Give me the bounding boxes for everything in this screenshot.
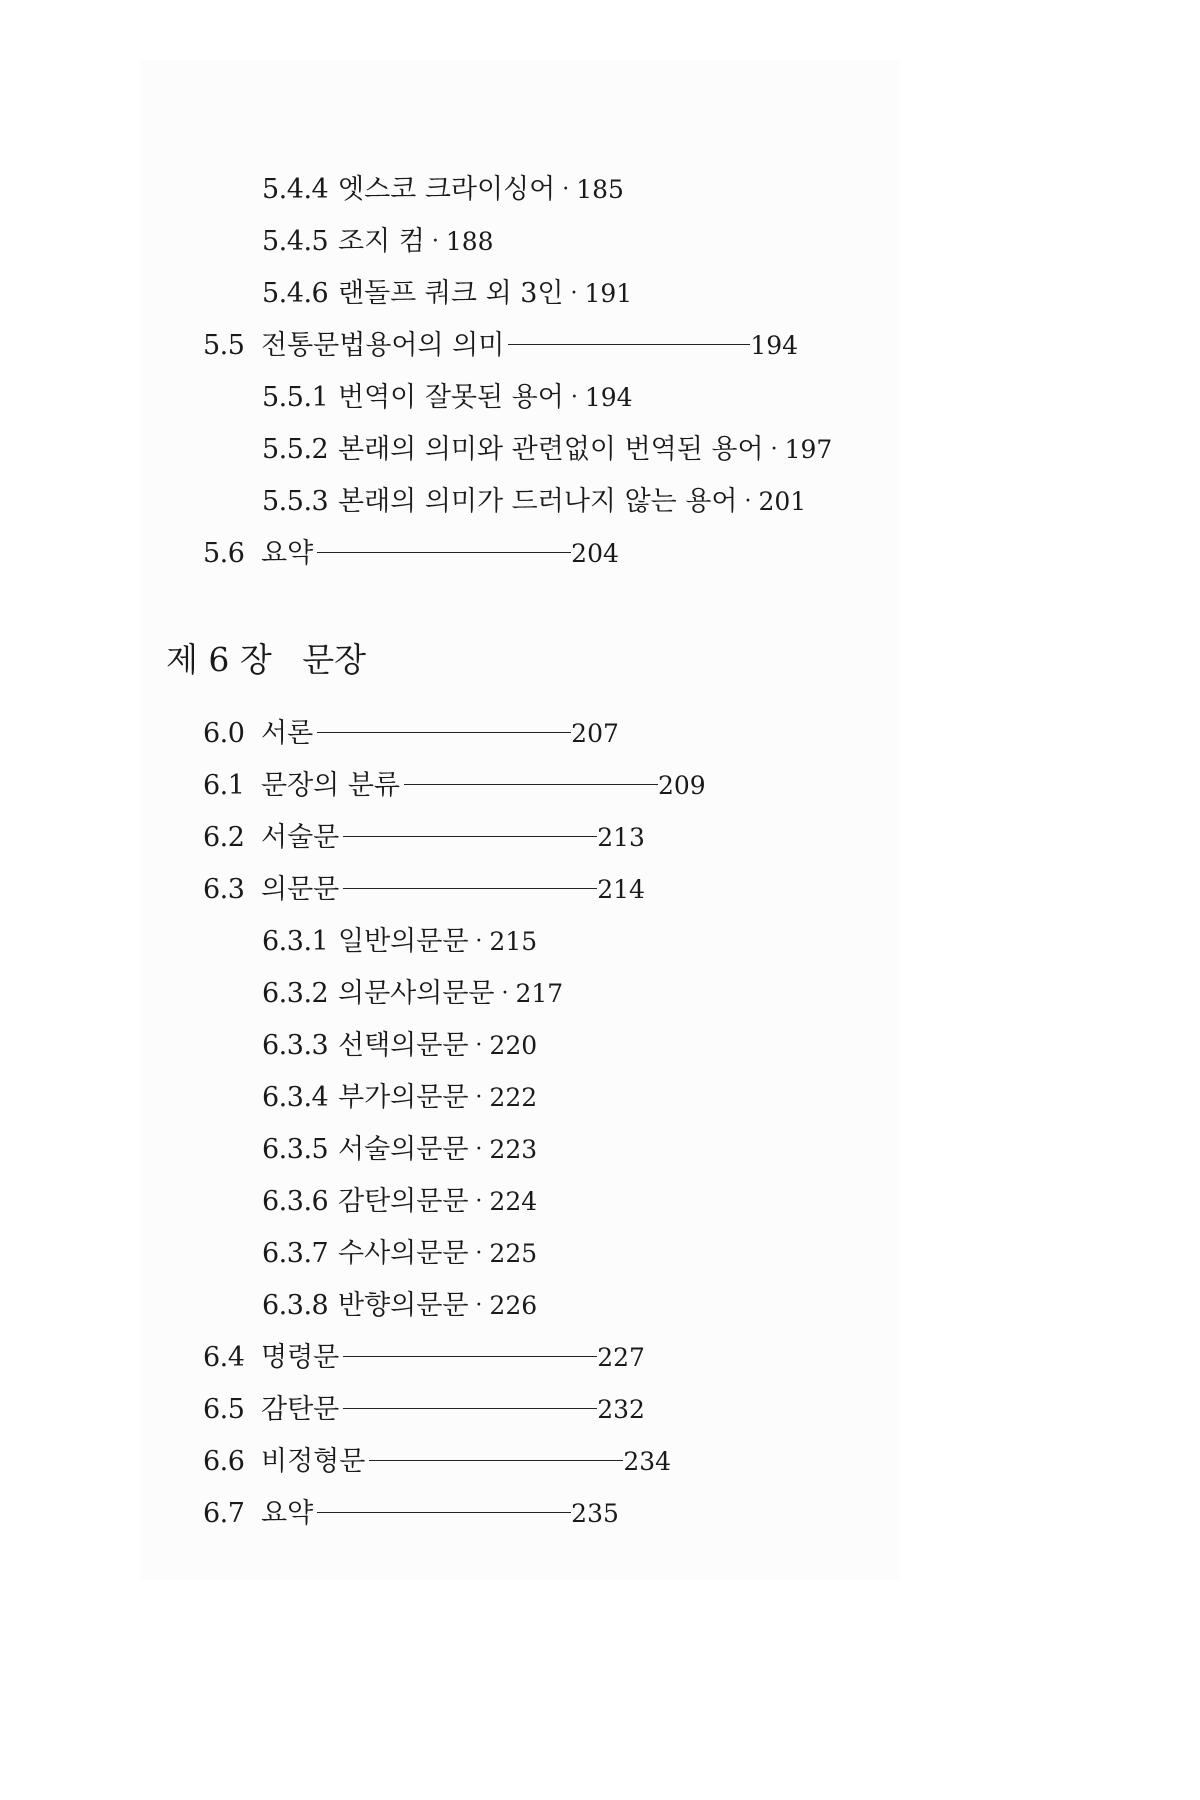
entry-title: 전통문법용어의 의미: [261, 330, 505, 361]
entry-number: 6.3.7: [262, 1238, 329, 1269]
entry-page: 214: [597, 875, 645, 904]
separator-dot: ·: [570, 385, 578, 410]
leader-line: [343, 888, 597, 889]
toc-entry-5-4-4: [262, 174, 624, 208]
chapter-title: 문장: [302, 640, 366, 679]
toc-entry-6-3-7: [262, 1238, 537, 1272]
separator-dot: ·: [744, 489, 752, 514]
entry-number: 6.3.6: [262, 1186, 329, 1217]
toc-entry-6-3-1: [262, 926, 537, 960]
entry-title: 본래의 의미와 관련없이 번역된 용어: [338, 434, 764, 465]
toc-entry-6-2: [203, 822, 645, 854]
entry-title: 본래의 의미가 드러나지 않는 용어: [338, 486, 738, 517]
toc-entry-6-3: [203, 874, 645, 906]
toc-entry-5-4-5: [262, 226, 494, 260]
entry-number: 6.3: [203, 874, 245, 905]
entry-page: 213: [597, 823, 645, 852]
toc-entry-6-0: [203, 718, 619, 750]
entry-number: 6.3.4: [262, 1082, 329, 1113]
entry-title: 일반의문문: [338, 926, 469, 957]
entry-number: 6.5: [203, 1394, 245, 1425]
entry-title: 서술문: [261, 822, 340, 853]
toc-entry-6-1: [203, 770, 706, 802]
separator-dot: ·: [475, 1033, 483, 1058]
entry-title: 조지 컴: [338, 226, 425, 257]
leader-line: [343, 1408, 597, 1409]
entry-page: 209: [658, 771, 706, 800]
entry-number: 6.4: [203, 1342, 245, 1373]
entry-page: 226: [489, 1291, 538, 1320]
entry-number: 6.3.3: [262, 1030, 329, 1061]
toc-entry-5-5-1: [262, 382, 633, 416]
leader-line: [404, 784, 658, 785]
leader-line: [317, 552, 571, 553]
toc-entry-5-6: [203, 538, 619, 570]
entry-page: 185: [576, 175, 624, 204]
entry-number: 6.7: [203, 1498, 245, 1529]
entry-page: 201: [758, 487, 807, 516]
entry-page: 188: [445, 227, 494, 256]
entry-number: 5.4.6: [262, 278, 329, 309]
entry-page: 224: [489, 1187, 538, 1216]
separator-dot: ·: [475, 1293, 483, 1318]
leader-line: [343, 836, 597, 837]
entry-title: 서술의문문: [338, 1134, 469, 1165]
separator-dot: ·: [475, 1241, 483, 1266]
separator-dot: ·: [475, 1189, 483, 1214]
leader-line: [508, 344, 750, 345]
entry-number: 6.2: [203, 822, 245, 853]
toc-entry-6-3-6: [262, 1186, 537, 1220]
entry-title: 비정형문: [261, 1446, 366, 1477]
entry-title: 의문사의문문: [338, 978, 495, 1009]
toc-entry-6-6: [203, 1446, 671, 1478]
entry-page: 215: [489, 927, 538, 956]
entry-page: 232: [597, 1395, 645, 1424]
toc-entry-6-3-2: [262, 978, 563, 1012]
entry-title: 요약: [261, 1498, 314, 1529]
leader-line: [317, 732, 571, 733]
entry-page: 223: [489, 1135, 538, 1164]
entry-number: 6.3.2: [262, 978, 329, 1009]
entry-page: 222: [489, 1083, 538, 1112]
toc-entry-5-5: [203, 330, 798, 362]
toc-entry-6-7: [203, 1498, 619, 1530]
entry-page: 225: [489, 1239, 538, 1268]
chapter-number: 제 6 장: [166, 640, 272, 679]
entry-title: 의문문: [261, 874, 340, 905]
entry-page: 234: [623, 1447, 672, 1476]
entry-number: 5.4.5: [262, 226, 329, 257]
entry-number: 5.6: [203, 538, 245, 569]
entry-title: 부가의문문: [338, 1082, 469, 1113]
leader-line: [369, 1460, 623, 1461]
entry-title: 수사의문문: [338, 1238, 469, 1269]
toc-entry-5-4-6: [262, 278, 632, 312]
entry-number: 5.5: [203, 330, 245, 361]
entry-page: 217: [515, 979, 564, 1008]
leader-line: [343, 1356, 597, 1357]
toc-entry-5-5-2: [262, 434, 832, 468]
entry-number: 6.3.1: [262, 926, 329, 957]
entry-page: 204: [571, 539, 619, 568]
entry-title: 서론: [261, 718, 314, 749]
toc-entry-6-3-5: [262, 1134, 537, 1168]
entry-title: 감탄문: [261, 1394, 340, 1425]
separator-dot: ·: [501, 981, 509, 1006]
entry-title: 문장의 분류: [261, 770, 400, 801]
entry-title: 랜돌프 쿼크 외 3인: [338, 278, 564, 309]
entry-page: 194: [750, 331, 799, 360]
separator-dot: ·: [475, 929, 483, 954]
entry-page: 235: [571, 1499, 619, 1528]
entry-page: 191: [584, 279, 633, 308]
entry-page: 207: [571, 719, 619, 748]
entry-number: 5.5.2: [262, 434, 329, 465]
toc-entry-6-3-8: [262, 1290, 537, 1324]
chapter-heading: [166, 640, 366, 680]
toc-entry-6-5: [203, 1394, 645, 1426]
entry-number: 6.6: [203, 1446, 245, 1477]
separator-dot: ·: [770, 437, 778, 462]
entry-title: 선택의문문: [338, 1030, 469, 1061]
entry-page: 194: [584, 383, 633, 412]
entry-number: 5.5.3: [262, 486, 329, 517]
entry-title: 명령문: [261, 1342, 340, 1373]
entry-number: 6.3.5: [262, 1134, 329, 1165]
toc-entry-6-3-4: [262, 1082, 537, 1116]
entry-title: 요약: [261, 538, 314, 569]
separator-dot: ·: [475, 1137, 483, 1162]
entry-number: 5.5.1: [262, 382, 329, 413]
separator-dot: ·: [475, 1085, 483, 1110]
entry-title: 반향의문문: [338, 1290, 469, 1321]
entry-title: 번역이 잘못된 용어: [338, 382, 564, 413]
toc-entry-6-3-3: [262, 1030, 537, 1064]
leader-line: [317, 1512, 571, 1513]
entry-title: 감탄의문문: [338, 1186, 469, 1217]
entry-number: 5.4.4: [262, 174, 329, 205]
entry-number: 6.1: [203, 770, 245, 801]
entry-page: 220: [489, 1031, 538, 1060]
separator-dot: ·: [562, 177, 570, 202]
toc-entry-5-5-3: [262, 486, 806, 520]
entry-page: 197: [784, 435, 833, 464]
separator-dot: ·: [570, 281, 578, 306]
entry-number: 6.3.8: [262, 1290, 329, 1321]
entry-number: 6.0: [203, 718, 245, 749]
toc-entry-6-4: [203, 1342, 645, 1374]
entry-page: 227: [597, 1343, 645, 1372]
entry-title: 엣스코 크라이싱어: [338, 174, 556, 205]
separator-dot: ·: [431, 229, 439, 254]
